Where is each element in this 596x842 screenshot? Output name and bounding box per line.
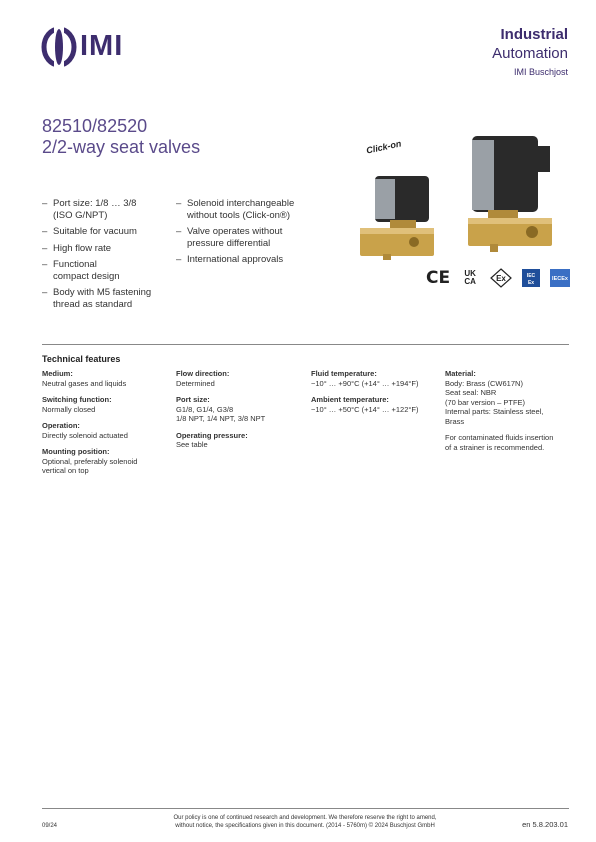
flow-value: Determined	[176, 378, 215, 388]
medium-value: Neutral gases and liquids	[42, 378, 127, 388]
logo-text: IMI	[80, 30, 124, 62]
material-label: Material:	[445, 369, 476, 378]
mounting-value: Optional, preferably solenoid	[42, 456, 138, 466]
large-valve-icon	[468, 136, 552, 252]
ex-mark-icon	[490, 269, 512, 287]
brand-line1: Industrial	[500, 26, 568, 43]
brand-sub: IMI Buschjost	[513, 67, 568, 77]
footer-policy-line: Our policy is one of continued research and development. We therefore reserve the right to amend,	[173, 815, 437, 821]
fluid-temp-value: −10° … +90°C (+14° … +194°F)	[311, 378, 419, 388]
feature-item: – Valve operates without pressure differential	[176, 226, 316, 249]
iecex-mark-icon	[550, 269, 570, 287]
footer-policy-line: without notice, the specifications given in this document. (2014 - 5760m) © 2024 Buschjost GmbH	[175, 823, 435, 829]
footer-date: 09/24	[42, 823, 58, 829]
flow-label: Flow direction:	[176, 369, 230, 378]
click-on-badge: Click-on	[365, 138, 403, 156]
title-description: 2/2-way seat valves	[42, 137, 201, 157]
technical-features-heading: Technical features	[42, 354, 121, 364]
port-label: Port size:	[176, 395, 210, 404]
pressure-label: Operating pressure:	[176, 430, 248, 440]
footer-policy	[160, 814, 450, 830]
footer-divider	[42, 808, 569, 809]
footer-doc-number: en 5.8.203.01	[522, 820, 568, 829]
page-title	[42, 116, 200, 158]
port-value: G1/8, G1/4, G3/8	[176, 404, 234, 414]
material-seat: Seat seal: NBR	[445, 388, 497, 397]
port-value: 1/8 NPT, 1/4 NPT, 3/8 NPT	[176, 414, 266, 423]
ambient-temp-label: Ambient temperature:	[311, 395, 389, 404]
brand-block	[492, 25, 568, 77]
features-right	[176, 198, 316, 271]
operation-value: Directly solenoid actuated	[42, 430, 128, 440]
small-valve-icon	[360, 176, 434, 260]
brand-line2: Automation	[492, 45, 568, 62]
material-internal: Internal parts: Stainless steel,	[445, 407, 544, 416]
switching-value: Normally closed	[42, 404, 96, 414]
tech-column-1	[42, 369, 162, 483]
feature-item: – High flow rate	[42, 243, 162, 255]
feature-item: – Functional compact design	[42, 259, 162, 282]
tech-column-3	[311, 369, 436, 421]
certification-logos	[426, 269, 570, 287]
ce-mark-icon: CE	[426, 268, 451, 288]
valve-product-image	[350, 132, 570, 262]
tech-column-4	[445, 369, 570, 459]
svg-text:Ex: Ex	[528, 280, 535, 286]
svg-text:IEC: IEC	[526, 273, 536, 279]
medium-label: Medium:	[42, 369, 73, 378]
material-body: Body: Brass (CW617N)	[445, 378, 523, 388]
feature-item: – International approvals	[176, 254, 316, 266]
ukca-mark-icon: UK CA	[464, 269, 476, 286]
section-divider	[42, 344, 569, 345]
tech-column-2	[176, 369, 301, 457]
svg-text:IECEx: IECEx	[552, 276, 569, 282]
material-seat-note: (70 bar version – PTFE)	[445, 397, 526, 407]
fluid-temp-label: Fluid temperature:	[311, 369, 377, 378]
switching-label: Switching function:	[42, 395, 112, 404]
features-left	[42, 198, 162, 315]
feature-item: – Body with M5 fastening thread as standard	[42, 287, 162, 310]
feature-item: – Solenoid interchangeable without tools (Click-on®)	[176, 198, 316, 221]
material-internal: Brass	[445, 416, 465, 426]
strainer-note: For contaminated fluids insertion	[445, 433, 554, 442]
title-model: 82510/82520	[42, 116, 148, 136]
feature-item: – Port size: 1/8 … 3/8 (ISO G/NPT)	[42, 198, 162, 221]
svg-text:Ex: Ex	[496, 274, 506, 283]
pressure-value: See table	[176, 440, 208, 449]
iec-ex-mark-icon	[522, 269, 540, 287]
imi-logo-mark-icon	[40, 26, 78, 68]
ambient-temp-value: −10° … +50°C (+14° … +122°F)	[311, 404, 419, 414]
mounting-value: vertical on top	[42, 466, 89, 475]
mounting-label: Mounting position:	[42, 447, 110, 456]
strainer-note: of a strainer is recommended.	[445, 442, 545, 452]
feature-item: – Suitable for vacuum	[42, 226, 162, 238]
operation-label: Operation:	[42, 421, 80, 430]
